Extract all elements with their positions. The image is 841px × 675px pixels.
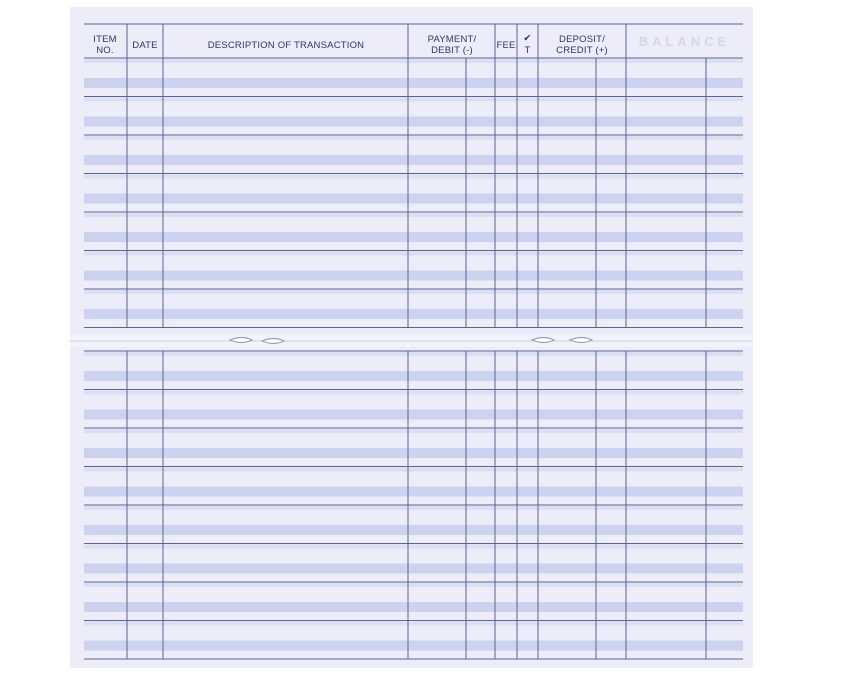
staple-icon <box>262 339 284 344</box>
row-stripe <box>84 487 743 497</box>
header-description: DESCRIPTION OF TRANSACTION <box>207 40 365 51</box>
row-stripe <box>84 309 743 319</box>
row-stripe <box>84 232 743 242</box>
row-stripe <box>84 136 743 140</box>
row-stripe <box>84 448 743 458</box>
row-stripe <box>84 117 743 127</box>
row-stripe <box>84 175 743 179</box>
checkmark-icon: ✔ <box>523 33 532 44</box>
row-stripe <box>84 602 743 612</box>
staple-icon <box>230 338 252 343</box>
header-deposit-credit: DEPOSIT/ CREDIT (+) <box>556 34 608 56</box>
header-payment-debit: PAYMENT/ DEBIT (-) <box>427 34 477 56</box>
row-stripe <box>84 290 743 294</box>
row-stripe <box>84 391 743 395</box>
row-stripe <box>84 371 743 381</box>
staple-icon <box>532 338 554 343</box>
row-stripe <box>84 213 743 217</box>
header-item-no: ITEM NO. <box>93 34 117 56</box>
row-stripe <box>84 352 743 356</box>
row-stripe <box>84 78 743 88</box>
header-fee: FEE <box>496 40 516 51</box>
row-stripe <box>84 429 743 433</box>
header-balance: BALANCE <box>638 34 731 49</box>
row-stripe <box>84 468 743 472</box>
row-stripe <box>84 622 743 626</box>
row-stripe <box>84 545 743 549</box>
row-stripe <box>84 525 743 535</box>
row-stripe <box>84 59 743 63</box>
row-stripe <box>84 98 743 102</box>
header-cleared-t: T <box>524 45 531 56</box>
staple-icon <box>570 338 592 343</box>
row-stripe <box>84 641 743 651</box>
row-stripe <box>84 506 743 510</box>
register-grid <box>70 7 753 668</box>
row-stripe <box>84 252 743 256</box>
row-stripe <box>84 583 743 587</box>
row-stripe <box>84 271 743 281</box>
row-stripe <box>84 194 743 204</box>
row-stripe <box>84 410 743 420</box>
row-stripe <box>84 155 743 165</box>
header-date: DATE <box>132 40 158 51</box>
check-register-page <box>70 7 753 668</box>
row-stripe <box>84 564 743 574</box>
